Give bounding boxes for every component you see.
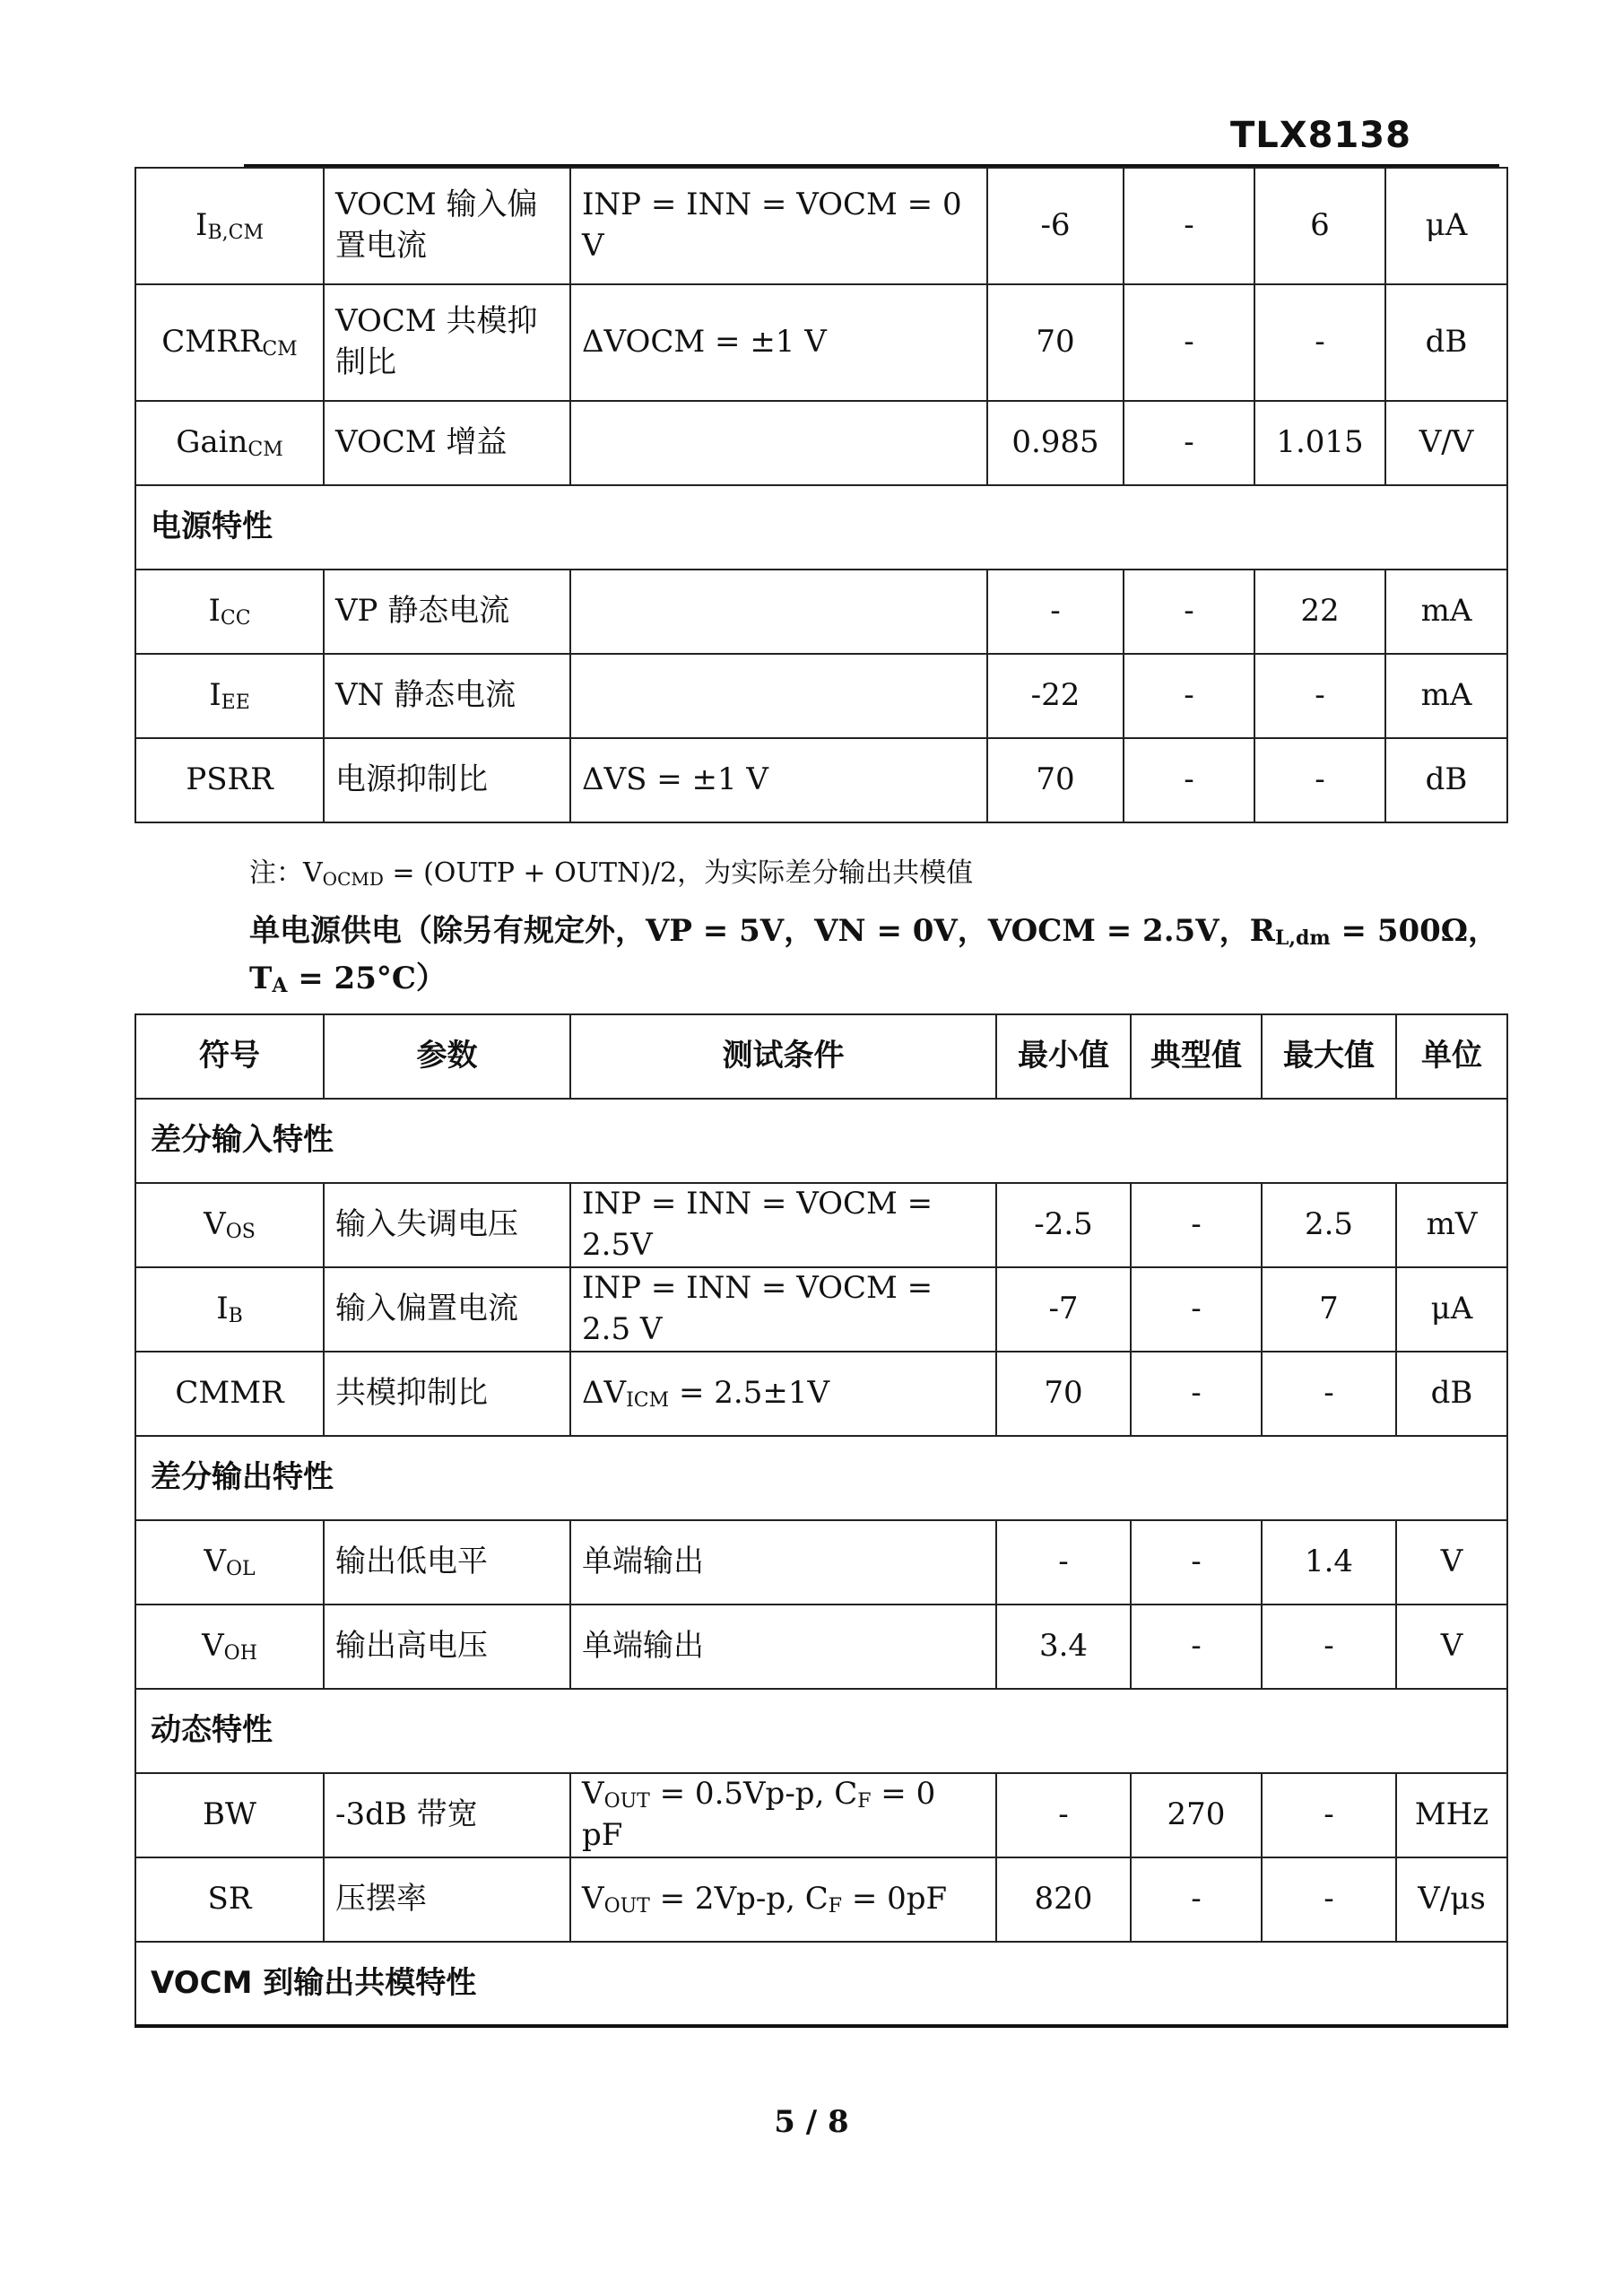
symbol-cell: $V_{OL}$ bbox=[135, 1520, 324, 1605]
spec-table-continued bbox=[135, 167, 1508, 823]
page-number: 5 / 8 bbox=[774, 2104, 849, 2140]
unit-cell: mA bbox=[1385, 654, 1507, 738]
unit-cell: mV bbox=[1396, 1183, 1507, 1267]
table-row bbox=[135, 1605, 1507, 1689]
symbol-cell: PSRR bbox=[135, 738, 324, 822]
max-cell: - bbox=[1262, 1773, 1396, 1857]
param-cell: 共模抑制比 bbox=[324, 1352, 570, 1436]
typ-cell: - bbox=[1124, 570, 1254, 654]
header-param: 参数 bbox=[324, 1014, 570, 1099]
symbol-cell: $I_{B,CM}$ bbox=[135, 168, 324, 284]
table-row bbox=[135, 168, 1507, 284]
unit-cell: MHz bbox=[1396, 1773, 1507, 1857]
typ-cell: - bbox=[1124, 738, 1254, 822]
condition-cell: ΔVS = ±1 V bbox=[570, 738, 987, 822]
min-cell: 820 bbox=[996, 1857, 1131, 1942]
unit-cell: V bbox=[1396, 1520, 1507, 1605]
header-symbol: 符号 bbox=[135, 1014, 324, 1099]
unit-cell: μA bbox=[1396, 1267, 1507, 1352]
unit-cell: μA bbox=[1385, 168, 1507, 284]
max-cell: - bbox=[1262, 1857, 1396, 1942]
section-title-dynamic: 动态特性 bbox=[135, 1689, 1507, 1773]
min-cell: 70 bbox=[996, 1352, 1131, 1436]
typ-cell: - bbox=[1131, 1183, 1262, 1267]
min-cell: - bbox=[996, 1773, 1131, 1857]
min-cell: 0.985 bbox=[987, 401, 1124, 485]
symbol-cell: $V_{OH}$ bbox=[135, 1605, 324, 1689]
table-row bbox=[135, 738, 1507, 822]
table-note: 注：$V_{OCMD}$ = (OUTP + OUTN)/2，为实际差分输出共模值 bbox=[249, 857, 974, 890]
table-row bbox=[135, 284, 1507, 401]
unit-cell: mA bbox=[1385, 570, 1507, 654]
unit-cell: dB bbox=[1385, 284, 1507, 401]
header-unit: 单位 bbox=[1396, 1014, 1507, 1099]
param-cell: 电源抑制比 bbox=[324, 738, 570, 822]
section-title-diff-input: 差分输入特性 bbox=[135, 1099, 1507, 1183]
table-row bbox=[135, 1267, 1507, 1352]
header-typ: 典型值 bbox=[1131, 1014, 1262, 1099]
max-cell: - bbox=[1262, 1352, 1396, 1436]
min-cell: 70 bbox=[987, 284, 1124, 401]
typ-cell: - bbox=[1131, 1267, 1262, 1352]
condition-cell: ΔVOCM = ±1 V bbox=[570, 284, 987, 401]
min-cell: - bbox=[996, 1520, 1131, 1605]
header-condition: 测试条件 bbox=[570, 1014, 996, 1099]
param-cell: 输入失调电压 bbox=[324, 1183, 570, 1267]
param-cell: 输入偏置电流 bbox=[324, 1267, 570, 1352]
typ-cell: - bbox=[1124, 401, 1254, 485]
document-model-title: TLX8138 bbox=[1230, 115, 1411, 156]
table-header-row bbox=[135, 1014, 1507, 1099]
max-cell: 6 bbox=[1254, 168, 1385, 284]
unit-cell: V/μs bbox=[1396, 1857, 1507, 1942]
section-title-diff-output: 差分输出特性 bbox=[135, 1436, 1507, 1520]
param-cell: 输出高电压 bbox=[324, 1605, 570, 1689]
condition-cell: $\Delta V_{ICM} = 2.5\pm 1V$ bbox=[570, 1352, 996, 1436]
header-min: 最小值 bbox=[996, 1014, 1131, 1099]
typ-cell: - bbox=[1131, 1605, 1262, 1689]
table-row bbox=[135, 1773, 1507, 1857]
condition-cell bbox=[570, 570, 987, 654]
unit-cell: V bbox=[1396, 1605, 1507, 1689]
param-cell: VOCM 共模抑制比 bbox=[324, 284, 570, 401]
table-row bbox=[135, 1352, 1507, 1436]
section-title-vocm-output: VOCM 到输出共模特性 bbox=[135, 1942, 1507, 2026]
param-cell: VN 静态电流 bbox=[324, 654, 570, 738]
min-cell: -2.5 bbox=[996, 1183, 1131, 1267]
condition-cell: 单端输出 bbox=[570, 1605, 996, 1689]
max-cell: 2.5 bbox=[1262, 1183, 1396, 1267]
min-cell: 3.4 bbox=[996, 1605, 1131, 1689]
max-cell: - bbox=[1254, 738, 1385, 822]
condition-cell: 单端输出 bbox=[570, 1520, 996, 1605]
symbol-cell: $I_{EE}$ bbox=[135, 654, 324, 738]
max-cell: 1.4 bbox=[1262, 1520, 1396, 1605]
section-row bbox=[135, 1942, 1507, 2026]
condition-heading: 单电源供电（除另有规定外，VP = 5V，VN = 0V，VOCM = 2.5V，$R_{L,dm} = 500\Omega$， $T_A = 25^\circ C$） bbox=[249, 913, 1499, 997]
symbol-cell: $V_{OS}$ bbox=[135, 1183, 324, 1267]
typ-cell: - bbox=[1124, 284, 1254, 401]
symbol-cell: CMMR bbox=[135, 1352, 324, 1436]
condition-cell: $V_{OUT} = 0.5Vp-p$, $C_F = 0$ pF bbox=[570, 1773, 996, 1857]
section-row bbox=[135, 1689, 1507, 1773]
typ-cell: - bbox=[1124, 654, 1254, 738]
symbol-cell: BW bbox=[135, 1773, 324, 1857]
section-row bbox=[135, 485, 1507, 570]
max-cell: 1.015 bbox=[1254, 401, 1385, 485]
table-row bbox=[135, 1520, 1507, 1605]
condition-cell bbox=[570, 401, 987, 485]
param-cell: -3dB 带宽 bbox=[324, 1773, 570, 1857]
symbol-cell: $CMRR_{CM}$ bbox=[135, 284, 324, 401]
min-cell: -6 bbox=[987, 168, 1124, 284]
typ-cell: - bbox=[1124, 168, 1254, 284]
condition-cell: $V_{OUT} = 2Vp-p$, $C_F = 0pF$ bbox=[570, 1857, 996, 1942]
table-row bbox=[135, 1857, 1507, 1942]
symbol-cell: $I_{CC}$ bbox=[135, 570, 324, 654]
table-row bbox=[135, 654, 1507, 738]
max-cell: - bbox=[1262, 1605, 1396, 1689]
section-row bbox=[135, 1436, 1507, 1520]
symbol-cell: $I_B$ bbox=[135, 1267, 324, 1352]
typ-cell: - bbox=[1131, 1352, 1262, 1436]
min-cell: - bbox=[987, 570, 1124, 654]
param-cell: VOCM 输入偏置电流 bbox=[324, 168, 570, 284]
symbol-cell: Gain$_{CM}$ bbox=[135, 401, 324, 485]
param-cell: VP 静态电流 bbox=[324, 570, 570, 654]
typ-cell: 270 bbox=[1131, 1773, 1262, 1857]
section-row bbox=[135, 1099, 1507, 1183]
condition-cell bbox=[570, 654, 987, 738]
section-title-power: 电源特性 bbox=[135, 485, 1507, 570]
symbol-cell: SR bbox=[135, 1857, 324, 1942]
table-row bbox=[135, 570, 1507, 654]
table-row bbox=[135, 1183, 1507, 1267]
max-cell: 7 bbox=[1262, 1267, 1396, 1352]
unit-cell: dB bbox=[1385, 738, 1507, 822]
param-cell: VOCM 增益 bbox=[324, 401, 570, 485]
typ-cell: - bbox=[1131, 1857, 1262, 1942]
max-cell: - bbox=[1254, 284, 1385, 401]
header-max: 最大值 bbox=[1262, 1014, 1396, 1099]
typ-cell: - bbox=[1131, 1520, 1262, 1605]
min-cell: -22 bbox=[987, 654, 1124, 738]
max-cell: - bbox=[1254, 654, 1385, 738]
param-cell: 压摆率 bbox=[324, 1857, 570, 1942]
min-cell: -7 bbox=[996, 1267, 1131, 1352]
param-cell: 输出低电平 bbox=[324, 1520, 570, 1605]
condition-cell: INP = INN = VOCM = 0 V bbox=[570, 168, 987, 284]
condition-cell: INP = INN = VOCM = 2.5V bbox=[570, 1183, 996, 1267]
max-cell: 22 bbox=[1254, 570, 1385, 654]
min-cell: 70 bbox=[987, 738, 1124, 822]
table-row bbox=[135, 401, 1507, 485]
condition-cell: INP = INN = VOCM = 2.5 V bbox=[570, 1267, 996, 1352]
unit-cell: dB bbox=[1396, 1352, 1507, 1436]
unit-cell: V/V bbox=[1385, 401, 1507, 485]
spec-table-single-supply bbox=[135, 1013, 1508, 2028]
